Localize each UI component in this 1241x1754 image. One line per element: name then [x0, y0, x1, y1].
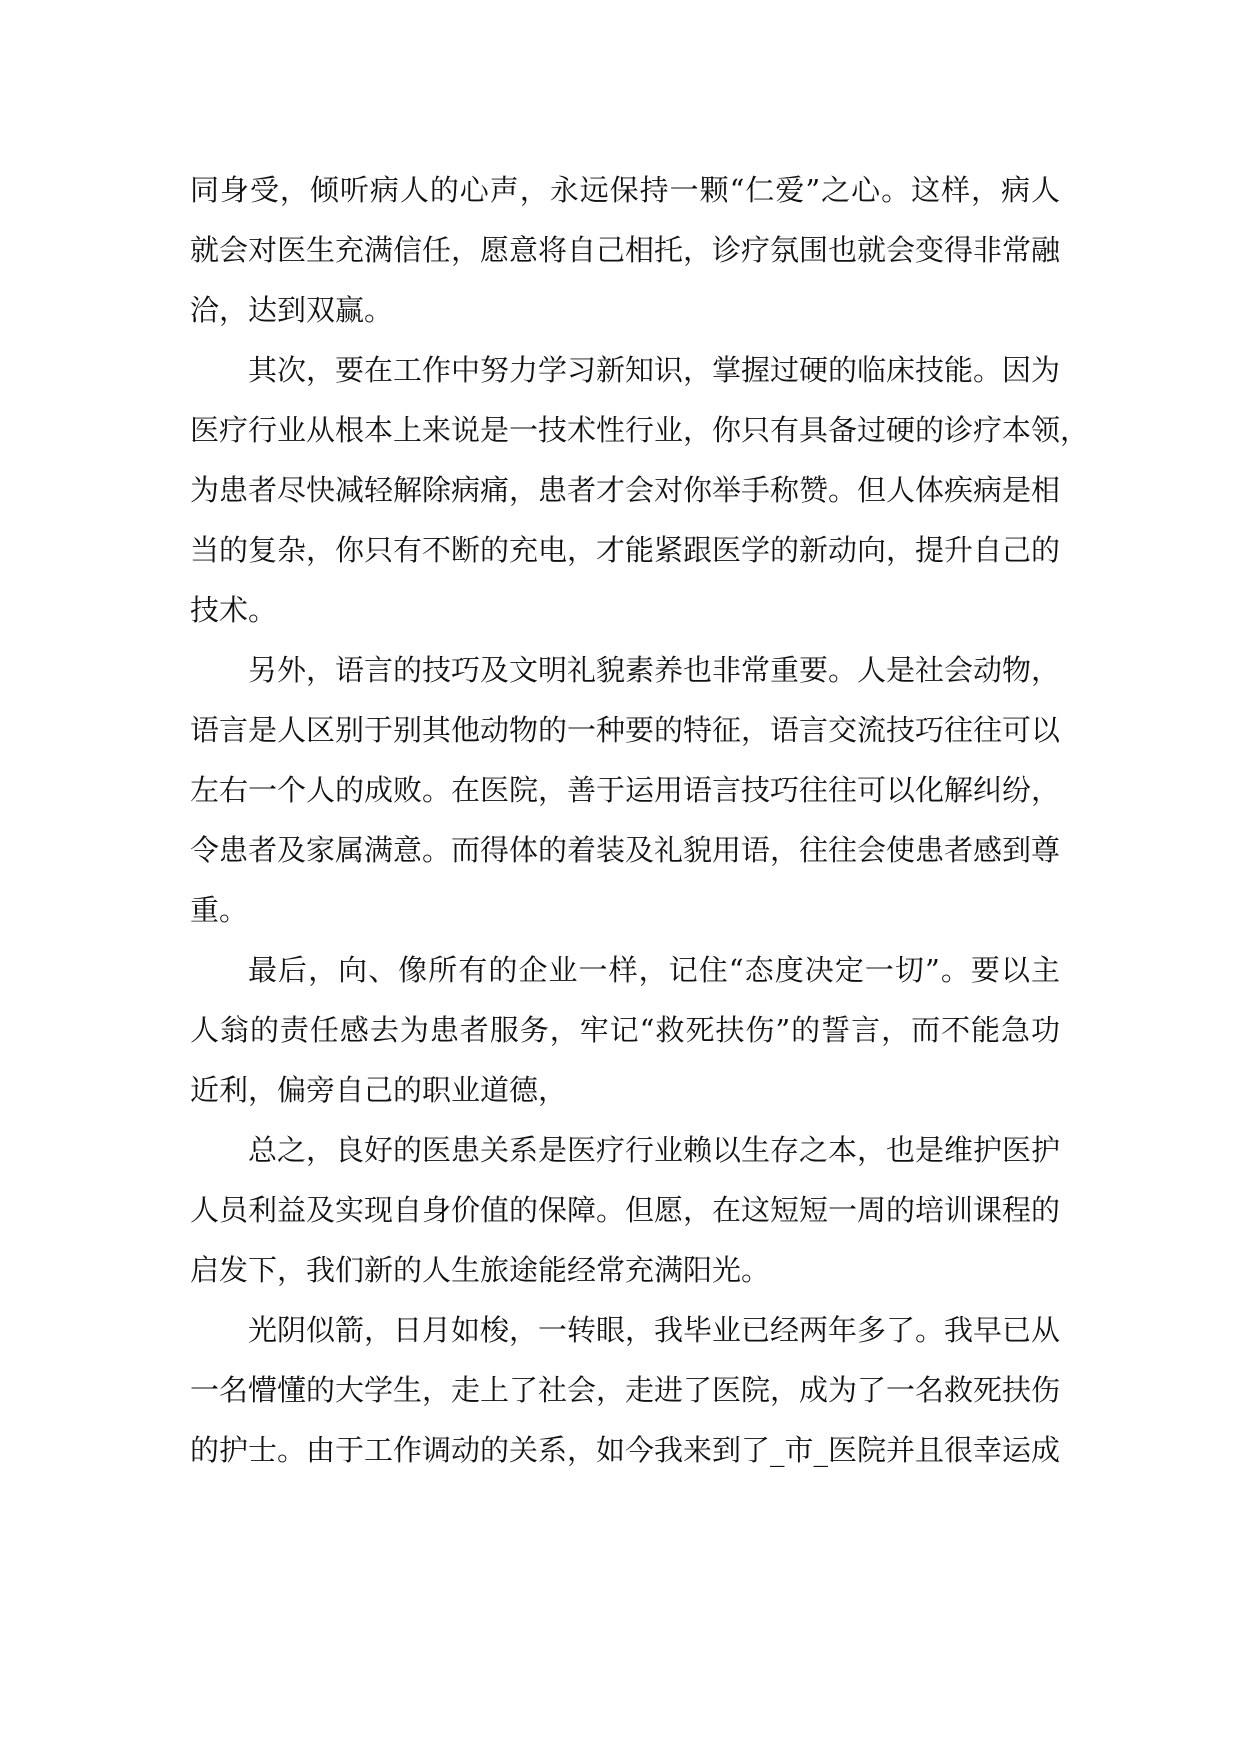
text-line: 同身受，倾听病人的心声，永远保持一颗“仁爱”之心。这样，病人 [190, 173, 1060, 207]
text-line: 令患者及家属满意。而得体的着装及礼貌用语，往往会使患者感到尊 [190, 833, 1061, 867]
text-line: 最后，向、像所有的企业一样，记住“态度决定一切”。要以主 [248, 953, 1060, 987]
paragraph-4 [190, 940, 1060, 1120]
text-line: 当的复杂，你只有不断的充电，才能紧跟医学的新动向，提升自己的 [190, 533, 1061, 567]
text-line: 就会对医生充满信任，愿意将自己相托，诊疗氛围也就会变得非常融 [190, 233, 1061, 267]
text-line: 一名懵懂的大学生，走上了社会，走进了医院，成为了一名救死扶伤 [190, 1373, 1061, 1407]
paragraph-6 [190, 1300, 1060, 1480]
text-line: 医疗行业从根本上来说是一技术性行业，你只有具备过硬的诊疗本领， [190, 413, 1090, 447]
text-line: 人员利益及实现自身价值的保障。但愿，在这短短一周的培训课程的 [190, 1193, 1061, 1227]
text-line: 语言是人区别于别其他动物的一种要的特征，语言交流技巧往往可以 [190, 713, 1061, 747]
text-line: 另外，语言的技巧及文明礼貌素养也非常重要。人是社会动物， [248, 653, 1061, 687]
text-line: 左右一个人的成败。在医院，善于运用语言技巧往往可以化解纠纷， [190, 773, 1061, 807]
text-line: 启发下，我们新的人生旅途能经常充满阳光。 [190, 1253, 771, 1287]
text-line: 洽，达到双赢。 [190, 293, 394, 327]
text-line: 技术。 [190, 593, 278, 627]
text-line: 重。 [190, 893, 249, 927]
text-line: 近利，偏旁自己的职业道德， [190, 1073, 568, 1107]
document-body [190, 160, 1090, 1480]
paragraph-5 [190, 1120, 1060, 1300]
text-line: 光阴似箭，日月如梭，一转眼，我毕业已经两年多了。我早已从 [248, 1313, 1061, 1347]
paragraph-2 [190, 340, 1090, 640]
text-line: 其次，要在工作中努力学习新知识，掌握过硬的临床技能。因为 [248, 353, 1061, 387]
text-line: 的护士。由于工作调动的关系，如今我来到了_市_医院并且很幸运成 [190, 1433, 1061, 1467]
text-line: 总之，良好的医患关系是医疗行业赖以生存之本，也是维护医护 [248, 1133, 1061, 1167]
paragraph-1 [190, 160, 1060, 340]
text-line: 人翁的责任感去为患者服务，牢记“救死扶伤”的誓言，而不能急功 [190, 1013, 1060, 1047]
text-line: 为患者尽快减轻解除病痛，患者才会对你举手称赞。但人体疾病是相 [190, 473, 1061, 507]
paragraph-3 [190, 640, 1060, 940]
